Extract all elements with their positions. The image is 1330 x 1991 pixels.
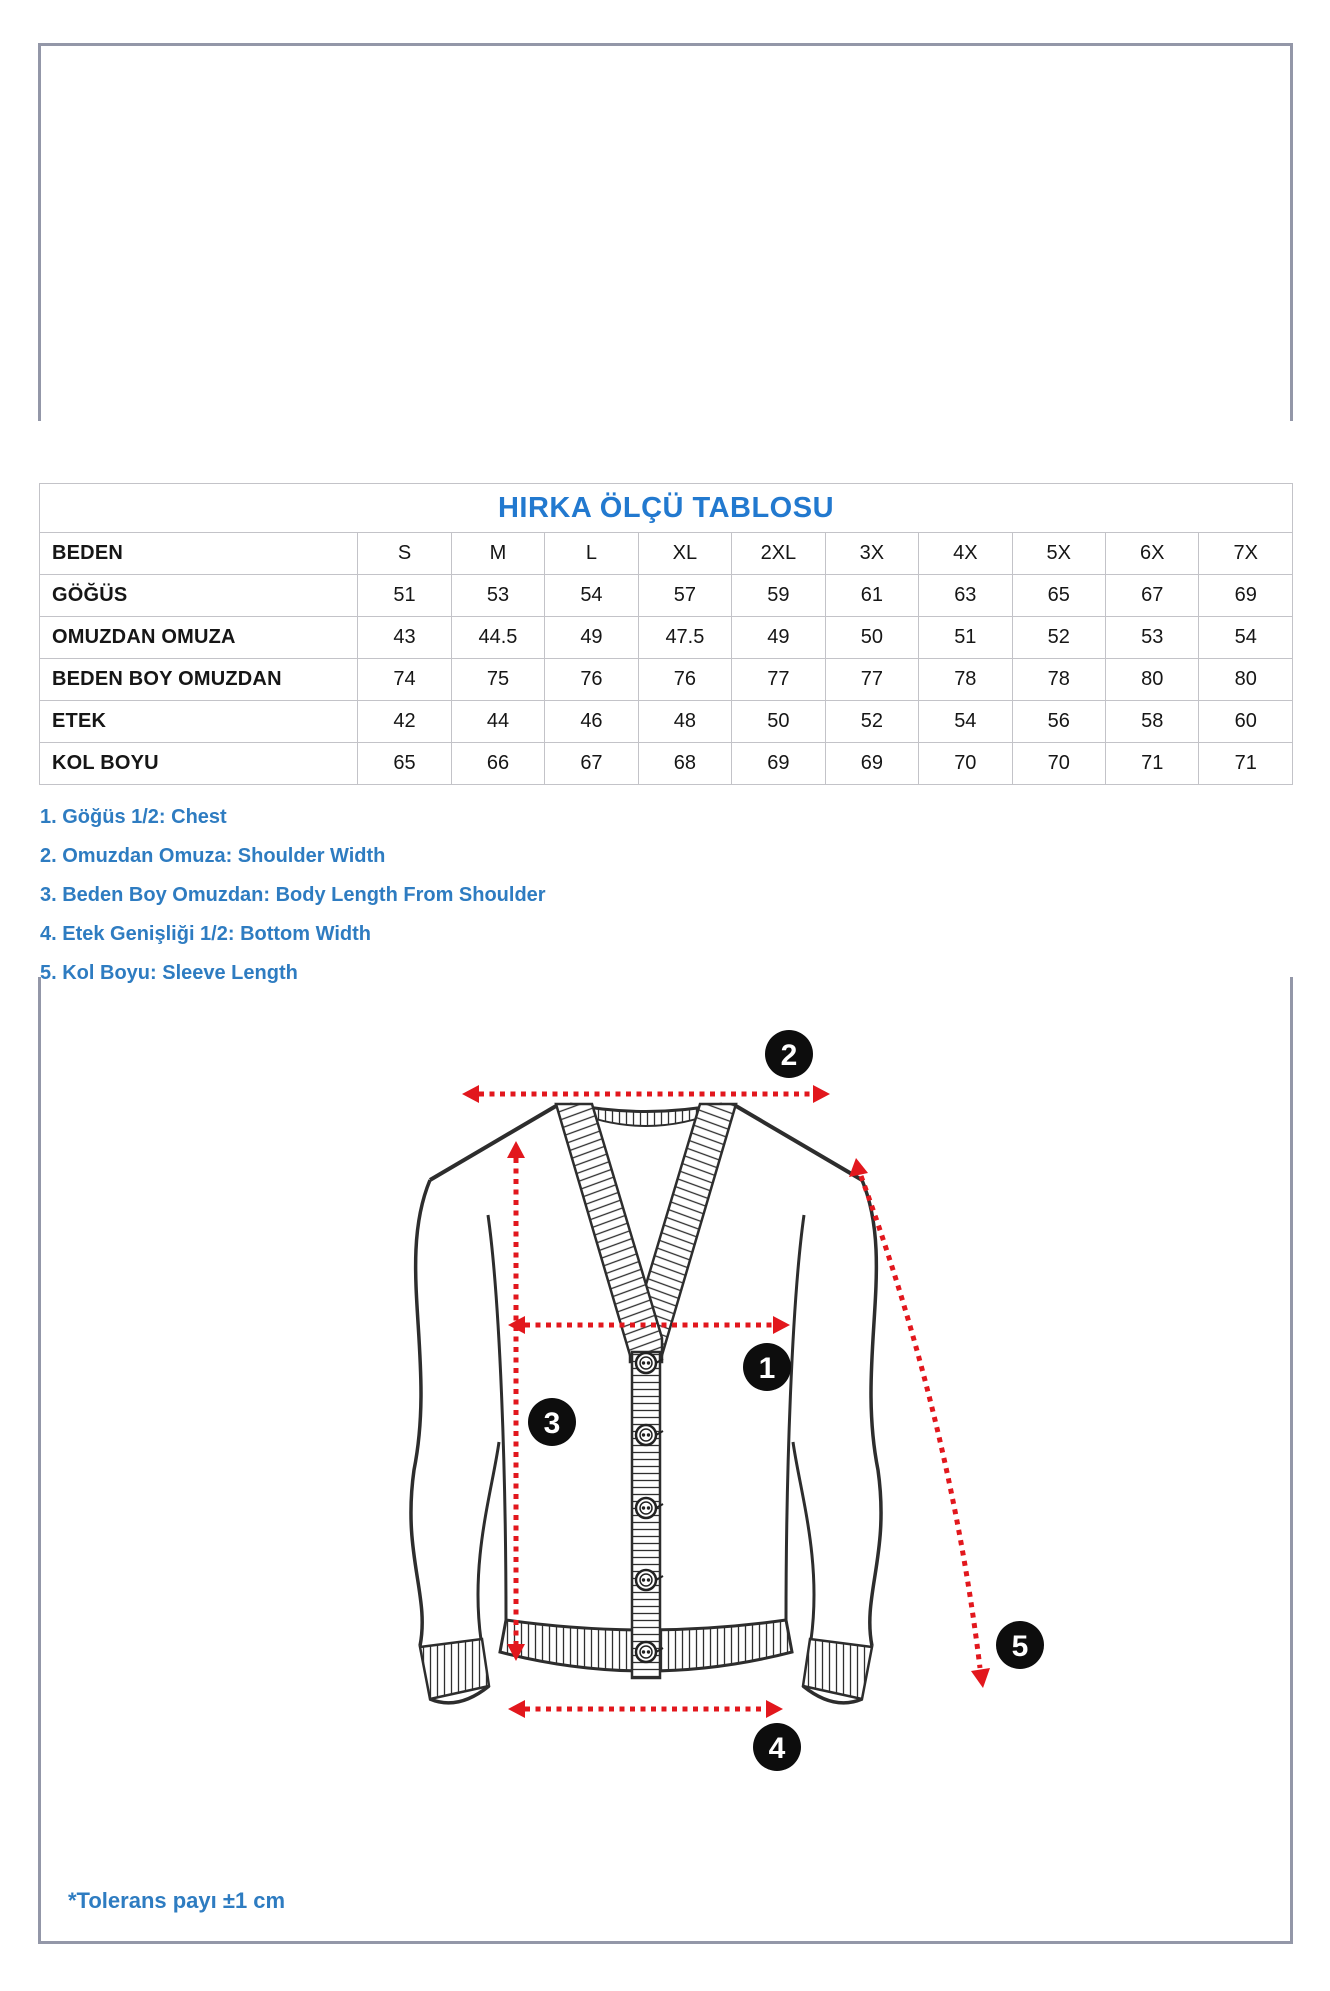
size-value: 46 [545,701,638,743]
right-sleeve-outer [862,1180,881,1646]
header-size: 7X [1199,533,1293,575]
marker-4 [753,1723,801,1771]
table-title: HIRKA ÖLÇÜ TABLOSU [40,484,1293,533]
size-value: 58 [1106,701,1199,743]
marker-1 [743,1343,791,1391]
row-label: BEDEN BOY OMUZDAN [40,659,358,701]
right-body-side [786,1215,804,1622]
size-value: 52 [825,701,918,743]
header-size: 5X [1012,533,1105,575]
size-value: 80 [1199,659,1293,701]
header-size: 2XL [732,533,825,575]
size-value: 71 [1106,743,1199,785]
size-value: 56 [1012,701,1105,743]
body-length-arrow [507,1141,525,1661]
legend-item: 3. Beden Boy Omuzdan: Body Length From Shoulder [40,884,546,906]
size-value: 65 [1012,575,1105,617]
size-value: 70 [1012,743,1105,785]
table-row [40,743,1293,785]
top-photo-frame [38,43,1293,421]
left-body-side [488,1215,506,1622]
size-value: 69 [1199,575,1293,617]
size-value: 63 [919,575,1012,617]
size-value: 48 [638,701,731,743]
size-value: 76 [545,659,638,701]
table-title-row [40,484,1293,533]
size-value: 42 [358,701,451,743]
header-size: S [358,533,451,575]
svg-text:2: 2 [780,1039,798,1072]
right-shoulder-line [736,1106,862,1180]
size-value: 52 [1012,617,1105,659]
header-size: 3X [825,533,918,575]
header-size: 4X [919,533,1012,575]
table-row [40,701,1293,743]
size-value: 74 [358,659,451,701]
table-row [40,575,1293,617]
legend-item: 2. Omuzdan Omuza: Shoulder Width [40,845,386,867]
size-value: 54 [919,701,1012,743]
header-size: M [451,533,544,575]
marker-5 [996,1621,1044,1669]
measurement-legend [40,806,740,1001]
size-value: 50 [825,617,918,659]
tolerance-note: *Tolerans payı ±1 cm [68,1888,286,1913]
size-value: 67 [1106,575,1199,617]
size-value: 65 [358,743,451,785]
size-value: 70 [919,743,1012,785]
left-cuff [420,1639,489,1703]
size-value: 78 [919,659,1012,701]
header-size: 6X [1106,533,1199,575]
row-label: GÖĞÜS [40,575,358,617]
table-row [40,659,1293,701]
legend-item: 5. Kol Boyu: Sleeve Length [40,962,298,984]
row-label: ETEK [40,701,358,743]
header-size: L [545,533,638,575]
size-value: 49 [545,617,638,659]
header-beden: BEDEN [40,533,358,575]
size-value: 53 [1106,617,1199,659]
size-value: 66 [451,743,544,785]
size-value: 44.5 [451,617,544,659]
diagram-group [411,1030,1044,1771]
left-sleeve-outer [411,1180,430,1646]
size-value: 78 [1012,659,1105,701]
right-sleeve-inner [793,1442,814,1640]
left-shoulder-line [430,1106,556,1180]
shoulder-width-arrow [462,1085,830,1103]
marker-2 [765,1030,813,1078]
left-sleeve-inner [478,1442,499,1640]
size-value: 54 [545,575,638,617]
size-value: 80 [1106,659,1199,701]
size-table [39,483,1293,785]
svg-text:1: 1 [758,1352,776,1385]
size-value: 44 [451,701,544,743]
size-value: 57 [638,575,731,617]
svg-text:3: 3 [543,1407,561,1440]
cardigan-diagram [330,1020,1050,1790]
svg-text:5: 5 [1011,1630,1029,1663]
size-value: 60 [1199,701,1293,743]
size-value: 77 [732,659,825,701]
size-value: 75 [451,659,544,701]
size-value: 69 [732,743,825,785]
legend-item: 4. Etek Genişliği 1/2: Bottom Width [40,923,371,945]
size-value: 50 [732,701,825,743]
size-value: 43 [358,617,451,659]
header-size: XL [638,533,731,575]
size-value: 61 [825,575,918,617]
size-value: 51 [919,617,1012,659]
size-value: 59 [732,575,825,617]
table-header-row [40,533,1293,575]
size-value: 71 [1199,743,1293,785]
row-label: KOL BOYU [40,743,358,785]
size-value: 77 [825,659,918,701]
size-value: 53 [451,575,544,617]
size-value: 51 [358,575,451,617]
size-value: 69 [825,743,918,785]
svg-text:4: 4 [768,1732,786,1765]
size-value: 67 [545,743,638,785]
table-row [40,617,1293,659]
legend-item: 1. Göğüs 1/2: Chest [40,806,227,828]
size-value: 54 [1199,617,1293,659]
size-value: 76 [638,659,731,701]
size-value: 47.5 [638,617,731,659]
row-label: OMUZDAN OMUZA [40,617,358,659]
size-value: 49 [732,617,825,659]
right-cuff [803,1639,872,1703]
size-value: 68 [638,743,731,785]
marker-3 [528,1398,576,1446]
bottom-width-arrow [508,1700,783,1718]
